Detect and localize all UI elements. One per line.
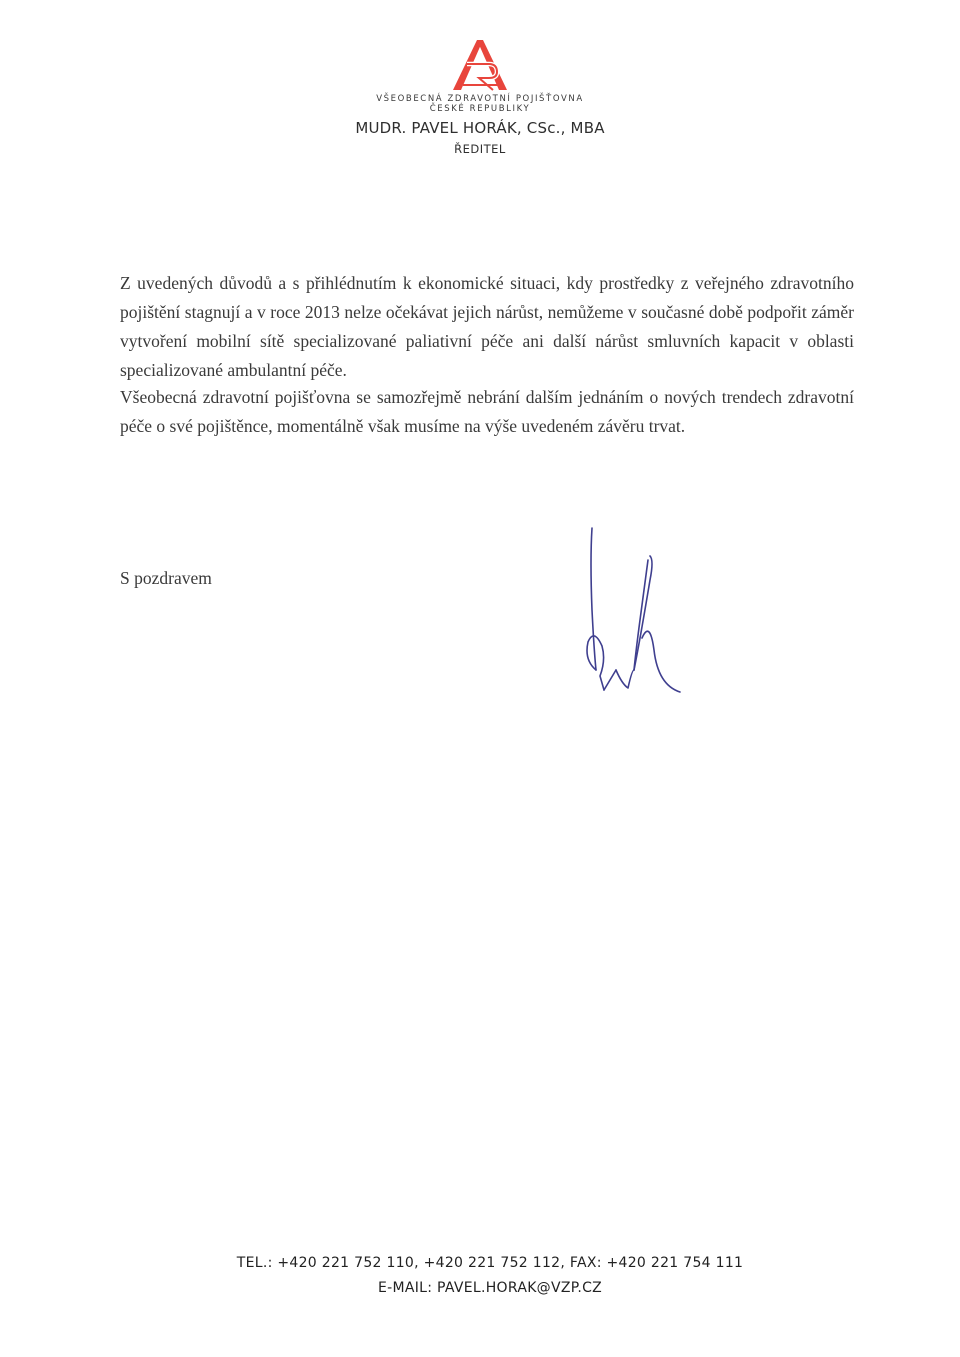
body-paragraph-2: Všeobecná zdravotní pojišťovna se samozřejmě nebrání dalším jednáním o nových trendech zdravotní péče o své pojištěnce, momentálně však musíme na výše uvedeném závěru trvat. [120,387,854,436]
body-paragraph-1: Z uvedených důvodů a s přihlédnutím k ekonomické situaci, kdy prostředky z veřejného zdravotního pojištění stagnují a v roce 2013 nelze očekávat jejich nárůst, nemůžeme v současné době podpořit záměr vytvoření mobilní sítě specializované paliativní péče ani další nárůst smluvních kapacit v oblasti specializované ambulantní péče. [120,273,854,380]
letterhead [0,40,960,156]
director-title: ŘEDITEL [454,142,506,156]
handwritten-signature-icon [570,520,700,700]
vzp-logo-icon [449,40,511,92]
footer-email-line: E-MAIL: PAVEL.HORAK@VZP.CZ [377,1280,603,1296]
director-name: MUDR. PAVEL HORÁK, CSc., MBA [355,119,605,137]
footer-phone-line: TEL.: +420 221 752 110, +420 221 752 112, FAX: +420 221 754 111 [236,1255,744,1271]
greeting: S pozdravem [120,568,212,588]
org-name-line-1: VŠEOBECNÁ ZDRAVOTNÍ POJIŠŤOVNA [376,94,584,104]
org-name-line-2: ČESKÉ REPUBLIKY [429,104,531,114]
